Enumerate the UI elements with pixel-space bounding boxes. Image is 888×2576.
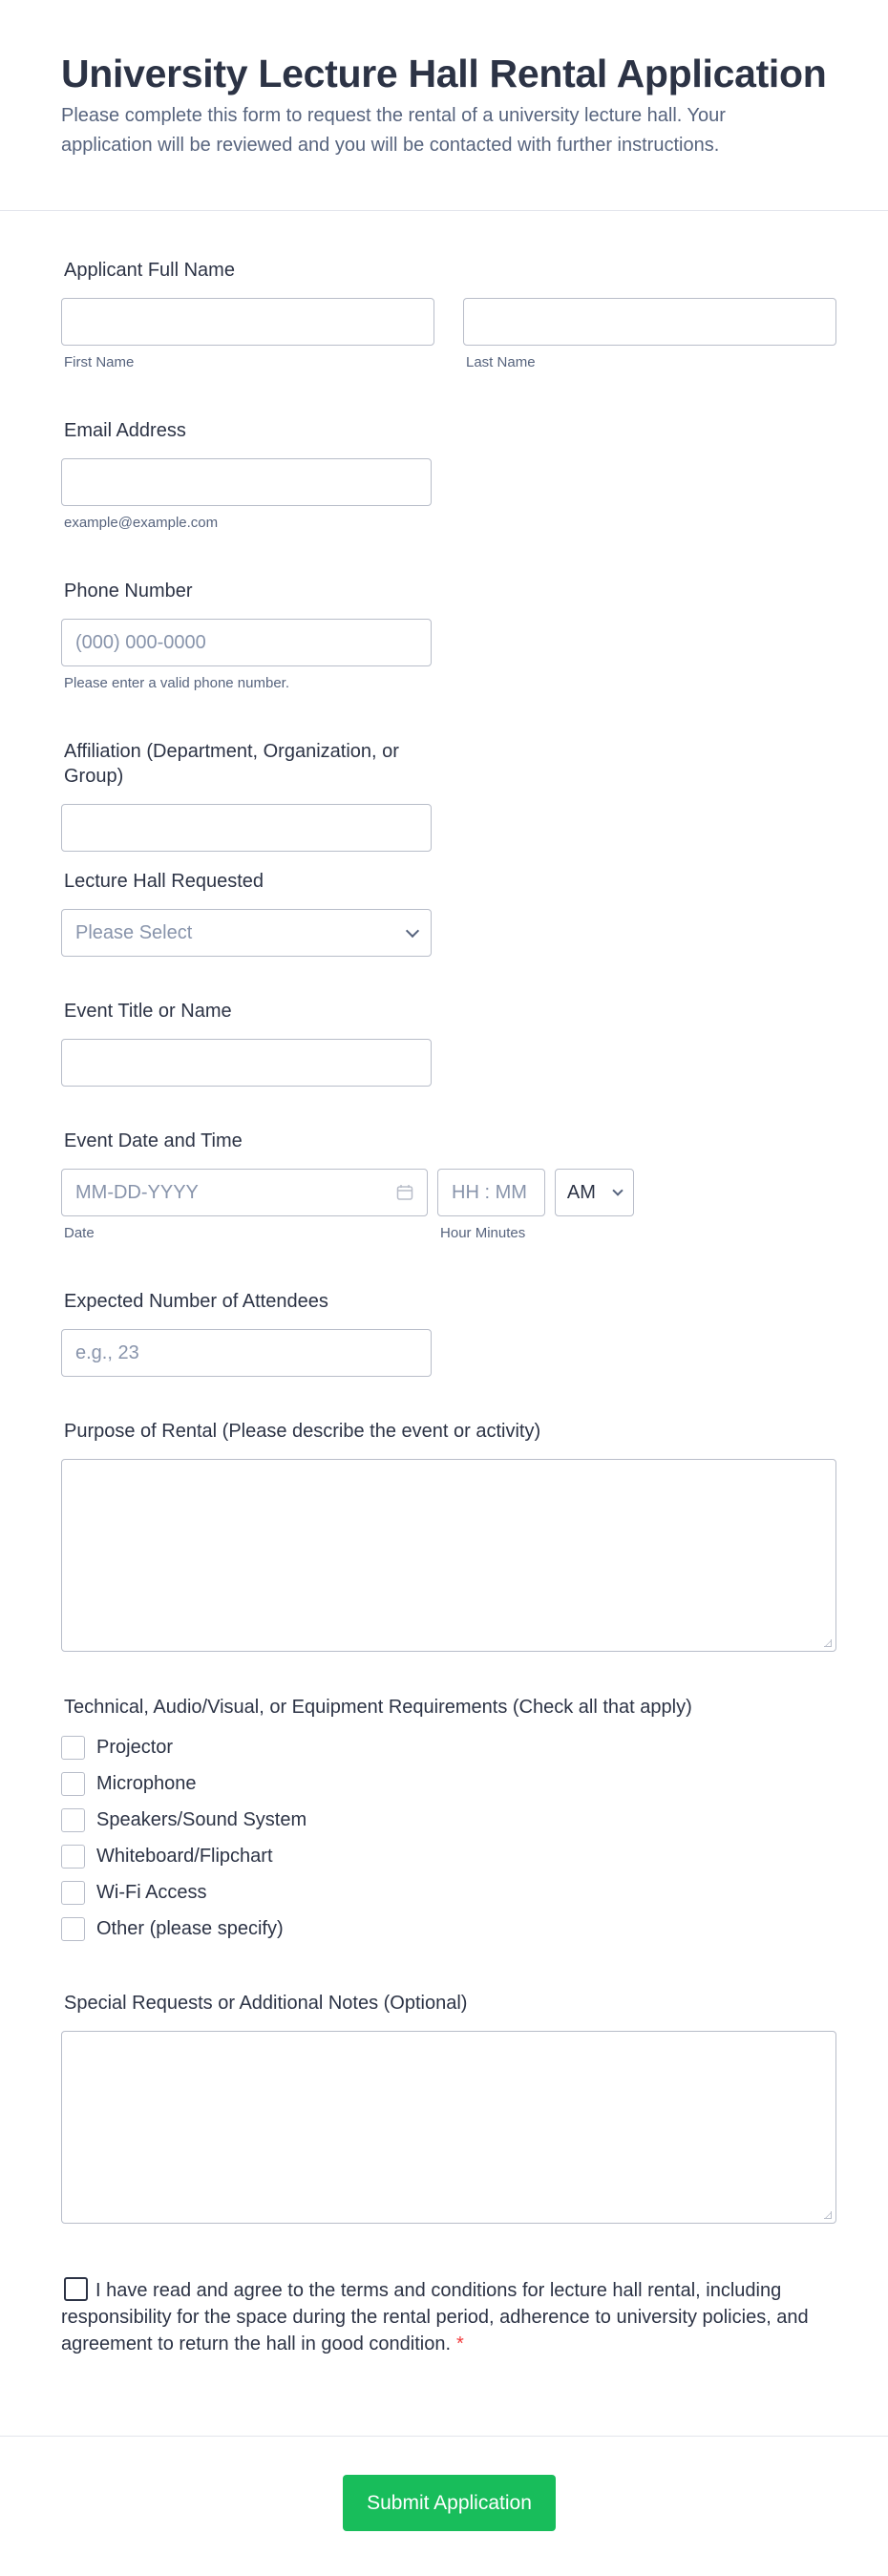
date-input[interactable] <box>61 1169 428 1216</box>
required-mark: * <box>456 2333 464 2354</box>
page-subtitle: Please complete this form to request the rental of a university lecture hall. Your application will be reviewed and you will be contacted with further instructions. <box>61 105 726 156</box>
last-name-sublabel: Last Name <box>466 354 536 370</box>
phone-sublabel: Please enter a valid phone number. <box>64 675 289 691</box>
equipment-option-label: Other (please specify) <box>96 1917 284 1939</box>
email-field <box>61 418 432 533</box>
first-name-input[interactable] <box>61 298 434 346</box>
equipment-option[interactable] <box>61 1838 836 1874</box>
ampm-value: AM <box>566 1181 596 1203</box>
datetime-label: Event Date and Time <box>64 1130 243 1151</box>
equipment-option-label: Microphone <box>96 1772 197 1794</box>
email-sublabel: example@example.com <box>64 515 219 531</box>
attendees-input[interactable]: e.g., 23 <box>61 1329 432 1377</box>
attendees-field <box>61 1289 432 1377</box>
hall-label: Lecture Hall Requested <box>64 871 264 892</box>
time-sublabel: Hour Minutes <box>440 1225 526 1241</box>
last-name-input[interactable] <box>463 298 836 346</box>
form-header <box>0 0 888 211</box>
phone-input[interactable]: (000) 000-0000 <box>61 619 432 666</box>
purpose-field <box>61 1419 836 1652</box>
affiliation-label: Affiliation (Department, Organization, or Group) <box>64 741 399 787</box>
equipment-option-label: Wi-Fi Access <box>96 1881 207 1903</box>
notes-field <box>61 1991 836 2224</box>
hall-field <box>61 869 432 957</box>
equipment-option[interactable] <box>61 1729 836 1765</box>
ampm-select[interactable] <box>555 1169 634 1216</box>
hall-select[interactable] <box>61 909 432 957</box>
notes-textarea[interactable] <box>61 2031 836 2224</box>
hall-select-value: Please Select <box>75 921 193 943</box>
equipment-option[interactable] <box>61 1874 836 1911</box>
submit-button[interactable]: Submit Application <box>343 2475 556 2531</box>
resize-grip-icon[interactable] <box>824 1639 832 1647</box>
chevron-down-icon <box>406 923 419 937</box>
equipment-field <box>61 1695 836 1947</box>
checkbox[interactable] <box>61 1881 85 1905</box>
email-label: Email Address <box>64 420 186 441</box>
full-name-field <box>61 258 836 372</box>
checkbox[interactable] <box>61 1772 85 1796</box>
equipment-option-label: Whiteboard/Flipchart <box>96 1845 273 1867</box>
notes-label: Special Requests or Additional Notes (Optional) <box>64 1993 468 2014</box>
date-placeholder: MM-DD-YYYY <box>75 1181 199 1203</box>
first-name-sublabel: First Name <box>64 354 135 370</box>
terms-checkbox[interactable] <box>64 2277 88 2301</box>
full-name-label: Applicant Full Name <box>64 260 235 281</box>
equipment-label: Technical, Audio/Visual, or Equipment Requirements (Check all that apply) <box>64 1697 692 1718</box>
event-title-label: Event Title or Name <box>64 1001 232 1022</box>
checkbox[interactable] <box>61 1808 85 1832</box>
email-input[interactable] <box>61 458 432 506</box>
calendar-icon[interactable] <box>396 1184 413 1201</box>
equipment-option-label: Speakers/Sound System <box>96 1808 307 1830</box>
datetime-field <box>61 1129 634 1243</box>
checkbox[interactable] <box>61 1845 85 1869</box>
equipment-option[interactable] <box>61 1802 836 1838</box>
event-title-field <box>61 999 432 1087</box>
terms-field <box>61 2277 815 2357</box>
purpose-label: Purpose of Rental (Please describe the event or activity) <box>64 1421 541 1442</box>
equipment-option-label: Projector <box>96 1736 174 1758</box>
checkbox[interactable] <box>61 1736 85 1760</box>
affiliation-field <box>61 739 432 852</box>
time-input[interactable]: HH : MM <box>437 1169 545 1216</box>
terms-text: I have read and agree to the terms and conditions for lecture hall rental, including responsibility for the space during the rental period, adherence to university policies, and agreement to return the hall in good condition. <box>61 2280 809 2354</box>
date-sublabel: Date <box>64 1225 95 1241</box>
chevron-down-icon <box>612 1185 623 1195</box>
affiliation-input[interactable] <box>61 804 432 852</box>
phone-label: Phone Number <box>64 581 193 602</box>
resize-grip-icon[interactable] <box>824 2211 832 2219</box>
phone-field <box>61 579 432 693</box>
equipment-option[interactable] <box>61 1911 836 1947</box>
checkbox[interactable] <box>61 1917 85 1941</box>
terms-block <box>61 2277 815 2357</box>
equipment-option[interactable] <box>61 1765 836 1802</box>
event-title-input[interactable] <box>61 1039 432 1087</box>
purpose-textarea[interactable] <box>61 1459 836 1652</box>
footer-divider <box>0 2436 888 2437</box>
page-title: University Lecture Hall Rental Application <box>61 52 827 95</box>
attendees-label: Expected Number of Attendees <box>64 1291 328 1312</box>
